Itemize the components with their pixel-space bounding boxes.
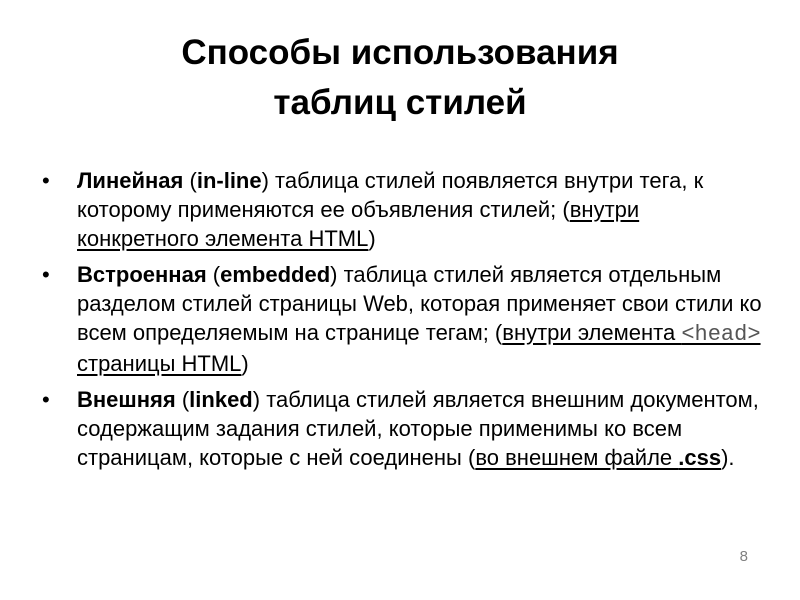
bullet-list	[42, 166, 762, 472]
location-note-pre: во внешнем файле	[475, 445, 679, 470]
term: Линейная	[77, 168, 184, 193]
item-text: ) таблица стилей является внешним документом, содержащим задания стилей, которые применимы ко всем страницам, которые с ней соединены (	[77, 387, 759, 470]
term-en: linked	[189, 387, 253, 412]
paren-open: (	[206, 262, 221, 287]
paren-close: ).	[721, 445, 735, 470]
bullet-icon: •	[42, 262, 50, 287]
css-extension: .css	[678, 445, 722, 470]
item-text: ) таблица стилей является отдельным разделом стилей страницы Web, которая применяет свои стили ко всем определяемым на странице тегам; (	[77, 262, 762, 345]
slide-title	[0, 28, 800, 128]
location-note	[475, 445, 721, 470]
title-line-1: Способы использования	[181, 33, 619, 72]
paren-open: (	[175, 387, 190, 412]
bullet-icon: •	[42, 387, 50, 412]
paren-close: )	[241, 351, 249, 376]
term: Внешняя	[77, 387, 176, 412]
title-line-2: таблиц стилей	[273, 83, 527, 122]
item-text: ) таблица стилей появляется внутри тега, к которому применяются ее объявления стилей; (	[77, 168, 704, 222]
bullet-icon: •	[42, 168, 50, 193]
location-note-pre: внутри элемента	[502, 320, 682, 345]
term-en: embedded	[220, 262, 331, 287]
term: Встроенная	[77, 262, 207, 287]
head-tag-code: <head>	[681, 322, 761, 347]
location-note: внутри конкретного элемента HTML	[77, 197, 640, 251]
location-note-post: страницы HTML	[77, 351, 242, 376]
list-item	[42, 166, 762, 253]
term-en: in-line	[196, 168, 262, 193]
paren-open: (	[183, 168, 197, 193]
list-item	[42, 260, 762, 378]
paren-close: )	[368, 226, 376, 251]
slide-number: 8	[739, 548, 748, 565]
list-item	[42, 385, 762, 472]
